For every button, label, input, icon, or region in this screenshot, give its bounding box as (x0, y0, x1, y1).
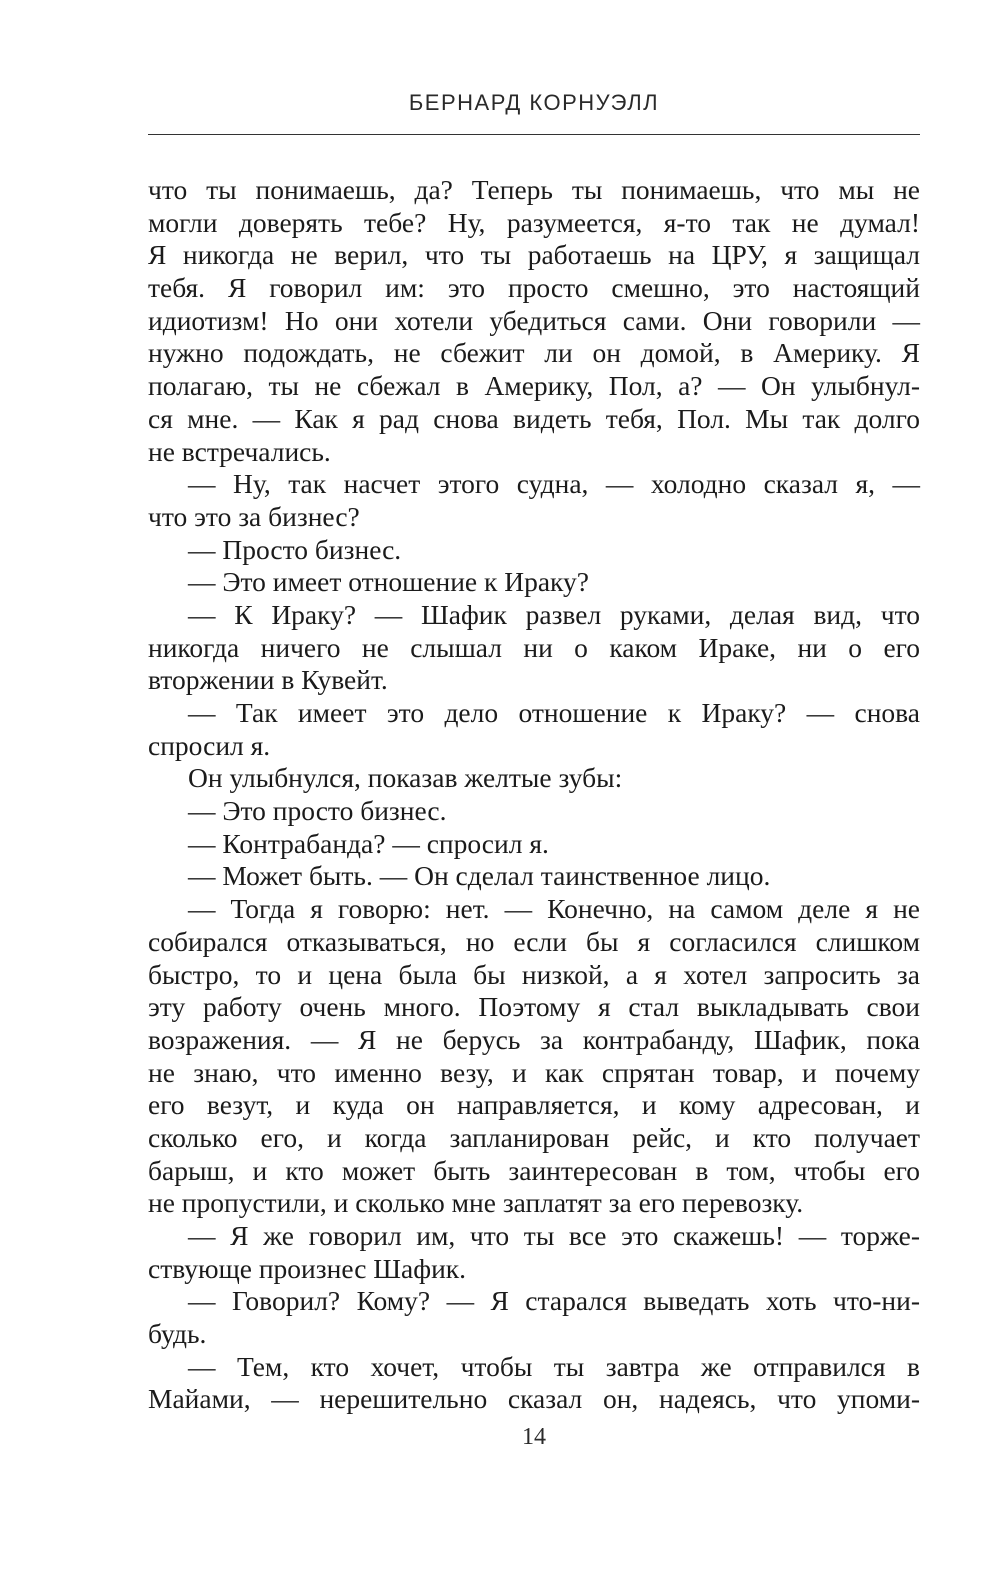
text-line: вторжении в Кувейт. (148, 664, 388, 696)
text-line: — Контрабанда? — спросил я. (188, 827, 549, 859)
text-line: ся мне. — Как я рад снова видеть тебя, Пол. Мы так долго (148, 402, 920, 434)
text-line: — Это просто бизнес. (188, 795, 447, 827)
text-line: — Тогда я говорю: нет. — Конечно, на самом деле я не (188, 893, 920, 925)
text-line: — Может быть. — Он сделал таинственное лицо. (188, 860, 771, 892)
text-line: сколько его, и когда запланирован рейс, и кто получает (148, 1121, 920, 1153)
text-line: тебя. Я говорил им: это просто смешно, это настоящий (148, 272, 920, 304)
body-text (148, 174, 920, 1416)
running-head-title: БЕРНАРД КОРНУЭЛЛ (408, 90, 660, 115)
text-line: эту работу очень много. Поэтому я стал выкладывать свои (148, 991, 920, 1023)
text-line: ствующе произнес Шафик. (148, 1252, 467, 1284)
text-line: — Говорил? Кому? — Я старался выведать хоть что-ни- (188, 1285, 920, 1317)
text-line: полагаю, ты не сбежал в Америку, Пол, а? — Он улыбнул- (148, 370, 920, 402)
text-line: — Так имеет это дело отношение к Ираку? — снова (188, 697, 920, 728)
text-line: могли доверять тебе? Ну, разумеется, я-то так не думал! (148, 206, 920, 238)
text-line: что ты понимаешь, да? Теперь ты понимаешь, что мы не (148, 174, 920, 205)
text-line: быстро, то и цена была бы низкой, а я хотел запросить за (148, 958, 920, 990)
text-line: собирался отказываться, но если бы я согласился слишком (148, 925, 920, 957)
text-line: Он улыбнулся, показав желтые зубы: (188, 762, 623, 794)
text-line: идиотизм! Но они хотели убедиться сами. Они говорили — (148, 304, 920, 336)
text-line: — Ну, так насчет этого судна, — холодно сказал я, — (188, 468, 920, 500)
text-line: не пропустили, и сколько мне заплатят за его перевозку. (148, 1187, 804, 1219)
page-number: 14 (522, 1424, 546, 1450)
text-line: спросил я. (148, 729, 271, 761)
text-line: возражения. — Я не берусь за контрабанду, Шафик, пока (148, 1023, 920, 1055)
text-line: нужно подождать, не сбежит ли он домой, в Америку. Я (148, 337, 920, 369)
header-rule (148, 134, 920, 135)
text-line: не встречались. (148, 435, 331, 467)
text-line: — Это имеет отношение к Ираку? (188, 566, 589, 598)
text-line: Майами, — нерешительно сказал он, надеясь, что упоми- (148, 1383, 920, 1415)
text-line: — Тем, кто хочет, чтобы ты завтра же отправился в (188, 1350, 920, 1382)
text-line: — К Ираку? — Шафик развел руками, делая вид, что (188, 598, 920, 630)
text-line: — Я же говорил им, что ты все это скажешь! — торже- (188, 1220, 920, 1251)
text-line: что это за бизнес? (148, 500, 360, 532)
text-line: будь. (148, 1318, 207, 1350)
text-line: не знаю, что именно везу, и как спрятан товар, и почему (148, 1056, 920, 1088)
text-line: Я никогда не верил, что ты работаешь на ЦРУ, я защищал (148, 239, 920, 271)
text-line: его везут, и куда он направляется, и кому адресован, и (148, 1089, 920, 1121)
text-line: никогда ничего не слышал ни о каком Ираке, ни о его (148, 631, 920, 663)
text-line: — Просто бизнес. (188, 533, 402, 565)
text-line: барыш, и кто может быть заинтересован в том, чтобы его (148, 1154, 920, 1186)
